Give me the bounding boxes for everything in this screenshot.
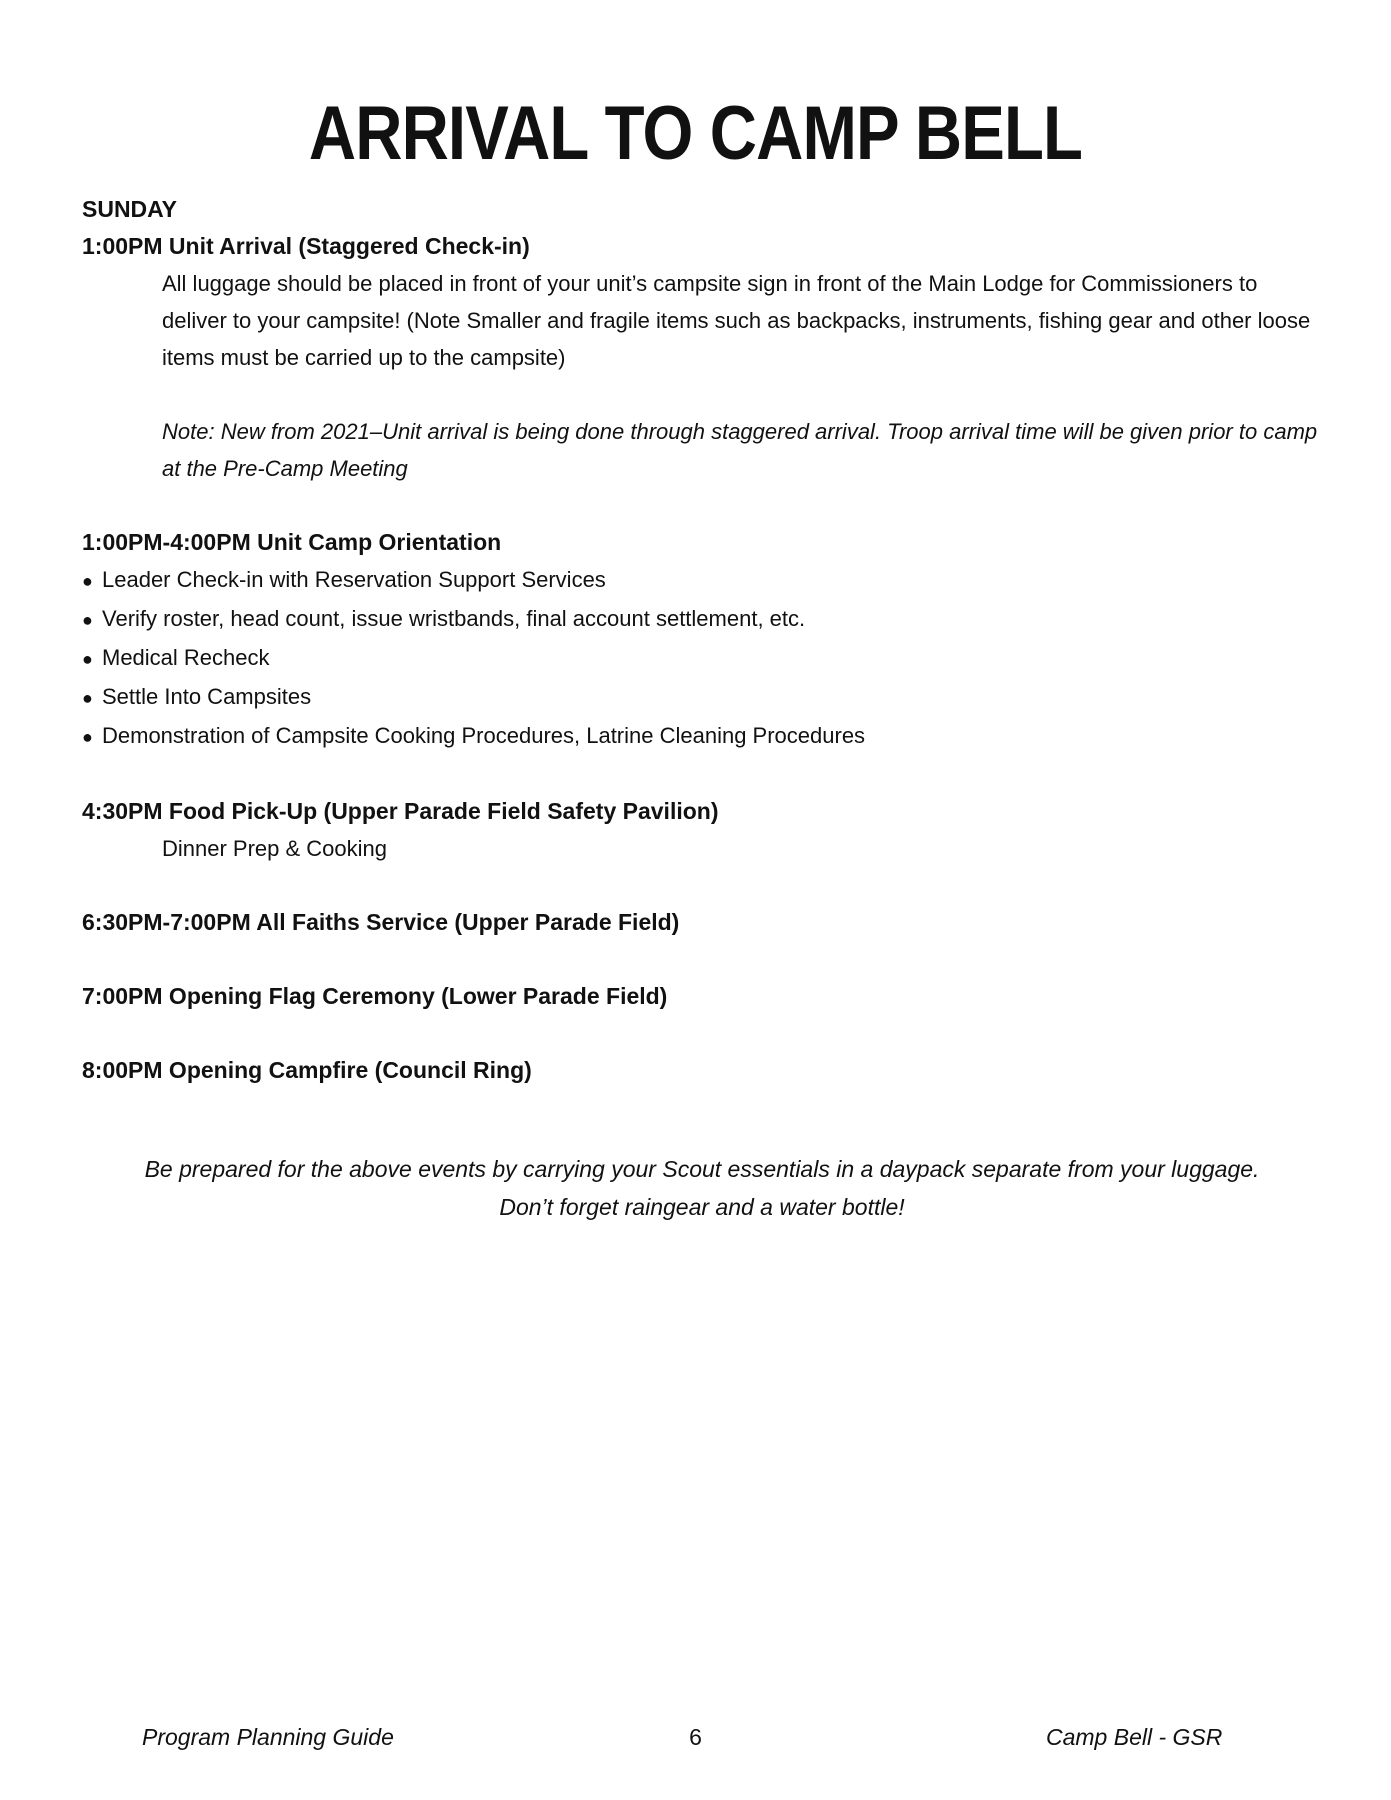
spacer xyxy=(82,941,1322,978)
page-title: ARRIVAL TO CAMP BELL xyxy=(308,91,1083,176)
list-item: ● Leader Check-in with Reservation Support Services xyxy=(82,561,1322,600)
food-body: Dinner Prep & Cooking xyxy=(162,836,388,861)
list-item: ● Demonstration of Campsite Cooking Procedures, Latrine Cleaning Procedures xyxy=(82,717,1322,756)
arrival-note: Note: New from 2021–Unit arrival is being done through staggered arrival. Troop arrival time will be given prior to camp at the Pre-Camp Meeting xyxy=(162,419,1318,481)
campfire-heading: 8:00PM Opening Campfire (Council Ring) xyxy=(82,1057,532,1083)
flag-heading: 7:00PM Opening Flag Ceremony (Lower Parade Field) xyxy=(82,983,668,1009)
arrival-body: All luggage should be placed in front of your unit’s campsite sign in front of the Main Lodge for Commissioners to deliver to your campsite! (Note Smaller and fragile items such as backpacks, instruments, fishing gear and other loose items must be carried up to the campsite) xyxy=(162,271,1311,370)
food-heading: 4:30PM Food Pick-Up (Upper Parade Field Safety Pavilion) xyxy=(82,798,719,824)
list-item: ● Medical Recheck xyxy=(82,639,1322,678)
service-heading: 6:30PM-7:00PM All Faiths Service (Upper Parade Field) xyxy=(82,909,680,935)
spacer xyxy=(82,376,1322,413)
spacer xyxy=(82,867,1322,904)
list-item: ● Verify roster, head count, issue wristbands, final account settlement, etc. xyxy=(82,600,1322,639)
reminder-line-2: Don’t forget raingear and a water bottle! xyxy=(499,1194,905,1220)
list-item: ● Settle Into Campsites xyxy=(82,678,1322,717)
day-heading: SUNDAY xyxy=(82,196,178,222)
spacer xyxy=(82,756,1322,793)
orientation-heading: 1:00PM-4:00PM Unit Camp Orientation xyxy=(82,529,502,555)
footer-page-number: 6 xyxy=(689,1724,702,1750)
footer-guide-title: Program Planning Guide xyxy=(142,1724,394,1750)
reminder-line-1: Be prepared for the above events by carrying your Scout essentials in a daypack separate from your luggage. xyxy=(144,1156,1260,1182)
footer-camp-name: Camp Bell - GSR xyxy=(1046,1724,1223,1750)
orientation-list xyxy=(82,561,1322,756)
spacer xyxy=(82,1015,1322,1052)
spacer xyxy=(82,487,1322,524)
schedule-content xyxy=(82,191,1322,1089)
arrival-heading: 1:00PM Unit Arrival (Staggered Check-in) xyxy=(82,233,530,259)
reminder-text xyxy=(82,1150,1322,1226)
